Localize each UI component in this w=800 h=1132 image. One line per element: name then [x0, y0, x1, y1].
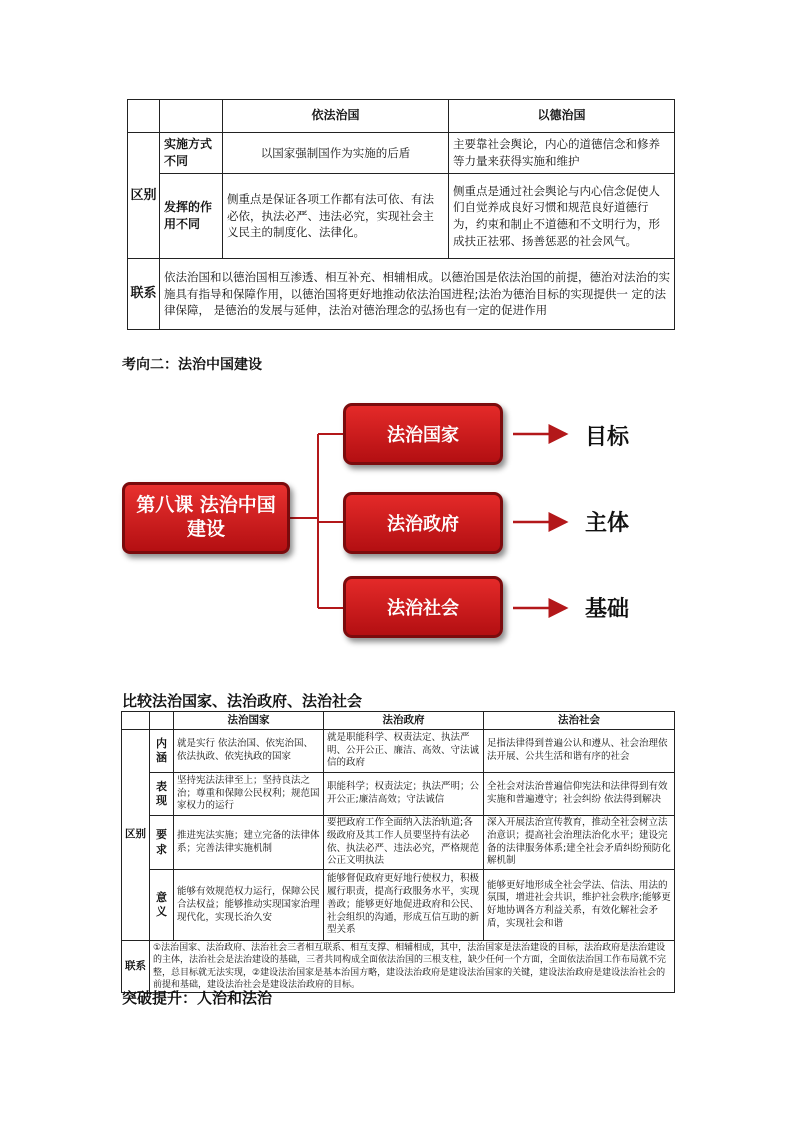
row-label: 发挥的作用不同: [160, 174, 223, 259]
row-label: 意义: [150, 870, 174, 941]
section-label-relation: 联系: [122, 941, 150, 993]
col-header-state: 法治国家: [174, 712, 324, 730]
table-cell: 足指法律得到普遍公认和遵从、社会治理依法开展、公共生活和谐有序的社会: [484, 730, 675, 773]
table-cell: 就是职能科学、权责法定、执法严明、公开公正、廉洁、高效、守法诚信的政府: [324, 730, 484, 773]
rule-of-law-vs-virtue-table: [127, 99, 675, 330]
table-cell: 以国家强制国作为实施的后盾: [223, 133, 449, 174]
section-heading: 比较法治国家、法治政府、法治社会: [122, 692, 363, 710]
rule-of-law-diagram: [120, 402, 680, 642]
section-heading: 考向二：法治中国建设: [122, 357, 262, 373]
row-label: 要求: [150, 816, 174, 870]
table-row: [128, 259, 675, 330]
col-header-rule-of-virtue: 以德治国: [449, 100, 675, 133]
section-heading: 突破提升：人治和法治: [122, 989, 273, 1007]
table-cell: 主要靠社会舆论，内心的道德信念和修养等力量来获得实施和维护: [449, 133, 675, 174]
corner-cell: [150, 712, 174, 730]
section-label-difference: 区别: [128, 133, 160, 259]
target-label: 基础: [585, 597, 630, 622]
table-row: [128, 174, 675, 259]
table-cell: 推进宪法实施；建立完备的法律体系；完善法律实施机制: [174, 816, 324, 870]
table-cell: 能够更好地形成全社会学法、信法、用法的氛围，增进社会共识，维护社会秩序;能够更好地协调各方利益关系，有效化解社会矛盾，实现社会和谐: [484, 870, 675, 941]
table-row: [128, 133, 675, 174]
node-rule-of-law-state: 法治国家: [343, 403, 503, 465]
node-rule-of-law-government: 法治政府: [343, 492, 503, 554]
col-header-government: 法治政府: [324, 712, 484, 730]
table-row: [122, 870, 675, 941]
section-label-relation: 联系: [128, 259, 160, 330]
row-label: 内涵: [150, 730, 174, 773]
table-cell: 坚持宪法法律至上；坚持良法之治；尊重和保障公民权利；规范国家权力的运行: [174, 773, 324, 816]
target-label: 目标: [585, 425, 630, 450]
table-cell: 要把政府工作全面纳入法治轨道;各级政府及其工作人员要坚持有法必依、执法必严、违法必究，严格规范公正文明执法: [324, 816, 484, 870]
table-cell: 能够有效规范权力运行，保障公民合法权益；能够推动实现国家治理现代化，实现长治久安: [174, 870, 324, 941]
row-label: 表现: [150, 773, 174, 816]
table-cell: 能够督促政府更好地行使权力，积极履行职责，提高行政服务水平，实现善政；能够更好地促进政府和公民、社会组织的沟通，形成互信互助的新型关系: [324, 870, 484, 941]
table-row: [122, 816, 675, 870]
main-topic-box: 第八课 法治中国建设: [122, 482, 290, 554]
corner-cell: [128, 100, 160, 133]
node-rule-of-law-society: 法治社会: [343, 576, 503, 638]
target-label: 主体: [585, 511, 630, 536]
table-cell: 深入开展法治宣传教育，推动全社会树立法治意识；提高社会治理法治化水平；建设完备的法律服务体系;建全社会矛盾纠纷预防化解机制: [484, 816, 675, 870]
table-cell: 全社会对法治普遍信仰宪法和法律得到有效实施和普遍遵守；社会纠纷 依法得到解决: [484, 773, 675, 816]
table-cell: 侧重点是通过社会舆论与内心信念促使人们自觉养成良好习惯和规范良好道德行为，约束和制止不道德和不文明行为，形成扶正祛邪、扬善惩恶的社会风气。: [449, 174, 675, 259]
table-cell: 职能科学；权责法定；执法严明；公开公正;廉洁高效；守法诚信: [324, 773, 484, 816]
table-cell: 就是实行 依法治国、依宪治国、依法执政、依宪执政的国家: [174, 730, 324, 773]
col-header-society: 法治社会: [484, 712, 675, 730]
corner-cell: [160, 100, 223, 133]
table-header-row: [122, 712, 675, 730]
section-label-difference: 区别: [122, 730, 150, 941]
relation-cell: ①法治国家、法治政府、法治社会三者相互联系、相互支撑、相辅相成，其中，法治国家是法治建设的目标，法治政府是法治建设的主体，法治社会是法治建设的基础，三者共同构成全面依法治国的三根支柱，缺少任何一个方面，全面依法治国工作布局就不完整，总目标就无法实现，②建设法治国家是基本治国方略，建设法治政府是建设法治国家的关键，建设法治政府是建设法治社会的前提和基础，建设法治社会是建设法治政府的目标。: [150, 941, 675, 993]
row-label: 实施方式不同: [160, 133, 223, 174]
col-header-rule-of-law: 依法治国: [223, 100, 449, 133]
table-row: [122, 730, 675, 773]
table-cell: 侧重点是保证各项工作都有法可依、有法必依，执法必严、违法必究，实现社会主义民主的制度化、法律化。: [223, 174, 449, 259]
table-header-row: [128, 100, 675, 133]
relation-cell: 依法治国和以德治国相互渗透、相互补充、相辅相成。以德治国是依法治国的前提，德治对法治的实施具有指导和保障作用，以德治国将更好地推动依法治国进程;法治为德治目标的实现提供一 定的法律保障， 是德治的发展与延伸，法治对德治理念的弘扬也有一定的促进作用: [160, 259, 675, 330]
comparison-table: [121, 711, 675, 993]
table-row: [122, 773, 675, 816]
table-row: [122, 941, 675, 993]
corner-cell: [122, 712, 150, 730]
